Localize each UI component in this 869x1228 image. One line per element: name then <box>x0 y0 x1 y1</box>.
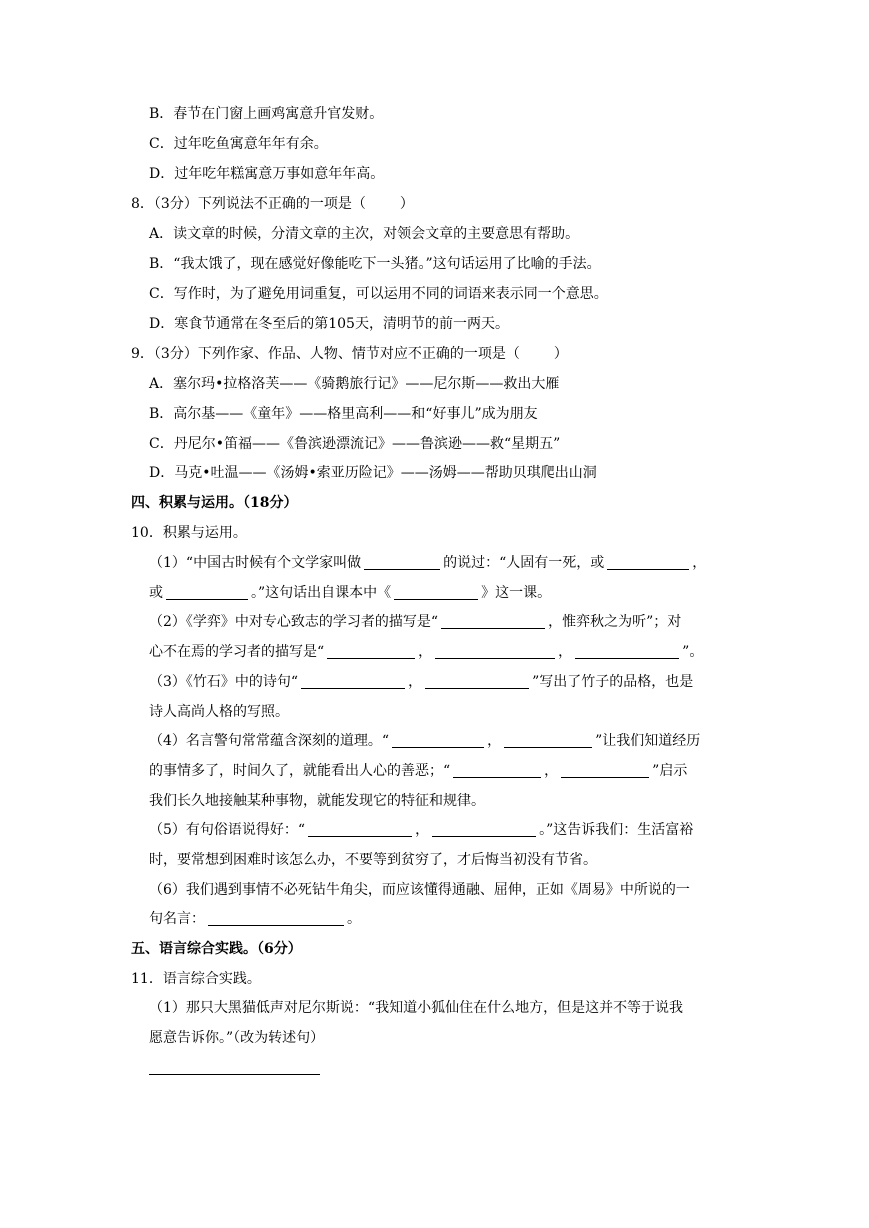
q8-option-c: C．写作时，为了避免用词重复，可以运用不同的词语来表示同一个意思。 <box>149 286 608 302</box>
q10-p4-blank-3[interactable] <box>453 762 541 778</box>
q9-stem-text: 9．（3分）下列作家、作品、人物、情节对应不正确的一项是（ <box>131 346 520 362</box>
q10-p1-blank-1[interactable] <box>607 554 689 570</box>
q10-p2-text-f: ”。 <box>682 644 704 660</box>
q9-stem-close: ） <box>553 346 568 362</box>
q10-p4-text-b: ， <box>487 733 502 749</box>
q11-part1-line1: （1）那只大黑猫低声对尼尔斯说：“我知道小狐仙住在什么地方，但是这并不等于说我 <box>149 1000 684 1016</box>
q10-p1-text-e: 。”这句话出自课本中《 <box>251 585 392 601</box>
q10-p1-blank-2[interactable] <box>166 584 248 600</box>
q10-p1-text-b: 的说过：“人固有一死，或 <box>443 555 605 571</box>
q7-option-c: C．过年吃鱼寓意年年有余。 <box>149 136 328 152</box>
q10-p6-text-b: 句名言： <box>149 911 205 927</box>
q8-option-a: A．读文章的时候，分清文章的主次，对领会文章的主要意思有帮助。 <box>149 226 580 242</box>
q10-p2-text-a: （2）《学弈》中对专心致志的学习者的描写是“ <box>149 614 439 630</box>
q10-p4-blank-4[interactable] <box>561 762 649 778</box>
q10-p4-blank-1[interactable] <box>392 732 484 748</box>
q7-option-d: D．过年吃年糕寓意万事如意年年高。 <box>149 166 385 182</box>
q10-p2-text-c: 心不在焉的学习者的描写是“ <box>149 644 325 660</box>
q10-p2-blank-3[interactable] <box>435 643 555 659</box>
q10-part3-line1 <box>149 672 693 692</box>
q10-p2-blank-4[interactable] <box>575 643 679 659</box>
q10-part1-line2 <box>149 583 551 603</box>
q10-p2-text-d: ， <box>418 644 433 660</box>
q10-p3-blank-2[interactable] <box>425 673 529 689</box>
q10-p3-text-c: ”写出了竹子的品格，也是 <box>532 674 694 690</box>
q10-p4-text-c: ”让我们知道经历 <box>595 733 701 749</box>
q10-p5-text-a: （5）有句俗语说得好：“ <box>149 822 306 838</box>
q7-option-b: B．春节在门窗上画鸡寓意升官发财。 <box>149 106 384 122</box>
q10-part5-line1 <box>149 820 693 840</box>
q8-option-d: D．寒食节通常在冬至后的第105天，清明节的前一两天。 <box>149 316 509 332</box>
q10-p2-blank-1[interactable] <box>441 613 545 629</box>
q10-p1-text-d: 或 <box>149 585 163 601</box>
q9-stem <box>131 344 568 364</box>
q10-stem: 10．积累与运用。 <box>131 525 247 541</box>
q9-option-d: D．马克•吐温——《汤姆•索亚历险记》——汤姆——帮助贝琪爬出山洞 <box>149 465 597 481</box>
q10-p1-text-a: （1）“中国古时候有个文学家叫做 <box>149 555 362 571</box>
q10-p2-blank-2[interactable] <box>327 643 415 659</box>
q10-p1-text-c: ， <box>692 555 707 571</box>
q10-p2-text-e: ， <box>558 644 573 660</box>
q10-p6-text-c: 。 <box>347 911 361 927</box>
q10-p3-text-b: ， <box>408 674 423 690</box>
q8-option-b: B．“我太饿了，现在感觉好像能吃下一头猪。”这句话运用了比喻的手法。 <box>149 256 601 272</box>
q10-p5-text-c: 。”这告诉我们：生活富裕 <box>539 822 694 838</box>
q10-part2-line2 <box>149 642 703 662</box>
section-5-title: 五、语言综合实践。（6分） <box>131 941 302 957</box>
section-4-title: 四、积累与运用。（18分） <box>131 495 298 511</box>
q10-p1-text-f: 》这一课。 <box>481 585 552 601</box>
q10-p4-blank-2[interactable] <box>504 732 592 748</box>
q10-p1-blank-lesson[interactable] <box>394 584 478 600</box>
q9-option-b: B．高尔基——《童年》——格里高利——和“好事儿”成为朋友 <box>149 406 538 422</box>
q10-p5-text-b: ， <box>415 822 430 838</box>
q10-p2-text-b: ，惟弈秋之为听”；对 <box>548 614 682 630</box>
q10-p6-blank[interactable] <box>208 910 344 926</box>
q10-part5-line2: 时，要常想到困难时该怎么办，不要等到贫穷了，才后悔当初没有节省。 <box>149 852 597 868</box>
q11-answer-line[interactable] <box>149 1074 320 1075</box>
q8-stem <box>131 194 414 214</box>
q10-p3-blank-1[interactable] <box>301 673 405 689</box>
q8-stem-text: 8．（3分）下列说法不正确的一项是（ <box>131 196 366 212</box>
q10-p4-text-f: ”启示 <box>652 763 688 779</box>
q10-p3-text-a: （3）《竹石》中的诗句“ <box>149 674 299 690</box>
q10-part1-line1 <box>149 553 706 573</box>
q11-part1-line2: 愿意告诉你。”（改为转述句） <box>149 1030 325 1046</box>
q10-p1-blank-author[interactable] <box>364 554 440 570</box>
q10-part4-line1 <box>149 731 700 751</box>
q10-part4-line3: 我们长久地接触某种事物，就能发现它的特征和规律。 <box>149 793 485 809</box>
q10-p5-blank-1[interactable] <box>308 821 412 837</box>
q10-part2-line1 <box>149 612 681 632</box>
q10-part3-line2: 诗人高尚人格的写照。 <box>149 704 289 720</box>
q10-part6-line2 <box>149 909 361 929</box>
q11-stem: 11．语言综合实践。 <box>131 971 261 987</box>
q8-stem-close: ） <box>399 196 414 212</box>
q10-p4-text-a: （4）名言警句常常蕴含深刻的道理。“ <box>149 733 390 749</box>
q10-part4-line2 <box>149 761 687 781</box>
q9-option-a: A．塞尔玛•拉格洛芙——《骑鹅旅行记》——尼尔斯——救出大雁 <box>149 376 560 392</box>
q10-part6-line1: （6）我们遇到事情不必死钻牛角尖，而应该懂得通融、屈伸，正如《周易》中所说的一 <box>149 882 690 898</box>
q10-p4-text-d: 的事情多了，时间久了，就能看出人心的善恶；“ <box>149 763 451 779</box>
q10-p4-text-e: ， <box>544 763 559 779</box>
q10-p5-blank-2[interactable] <box>432 821 536 837</box>
q9-option-c: C．丹尼尔•笛福——《鲁滨逊漂流记》——鲁滨逊——救“星期五” <box>149 436 561 452</box>
